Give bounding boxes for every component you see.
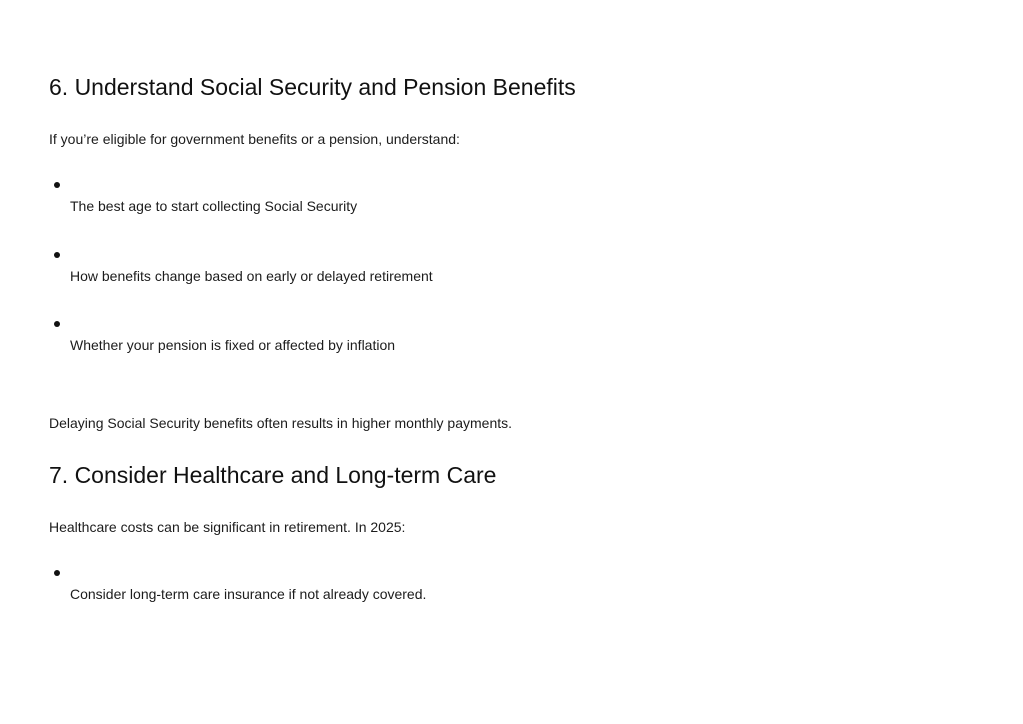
bullet-icon [54, 570, 60, 576]
list-item-text: Consider long-term care insurance if not already covered. [70, 586, 427, 602]
list-item-text: Whether your pension is fixed or affected by inflation [70, 337, 396, 353]
section-6-intro: If you’re eligible for government benefits or a pension, understand: [49, 131, 460, 147]
list-item [49, 570, 649, 616]
section-7-heading: 7. Consider Healthcare and Long-term Care [49, 462, 497, 488]
section-7-intro: Healthcare costs can be significant in retirement. In 2025: [49, 519, 406, 535]
section-6-note: Delaying Social Security benefits often results in higher monthly payments. [49, 415, 513, 431]
list-item [49, 321, 649, 367]
list-item-text: The best age to start collecting Social Security [70, 198, 358, 214]
list-item [49, 252, 649, 298]
bullet-icon [54, 252, 60, 258]
section-6-heading: 6. Understand Social Security and Pension Benefits [49, 74, 576, 100]
list-item [49, 182, 649, 228]
list-item-text: How benefits change based on early or delayed retirement [70, 268, 433, 284]
bullet-icon [54, 321, 60, 327]
bullet-icon [54, 182, 60, 188]
